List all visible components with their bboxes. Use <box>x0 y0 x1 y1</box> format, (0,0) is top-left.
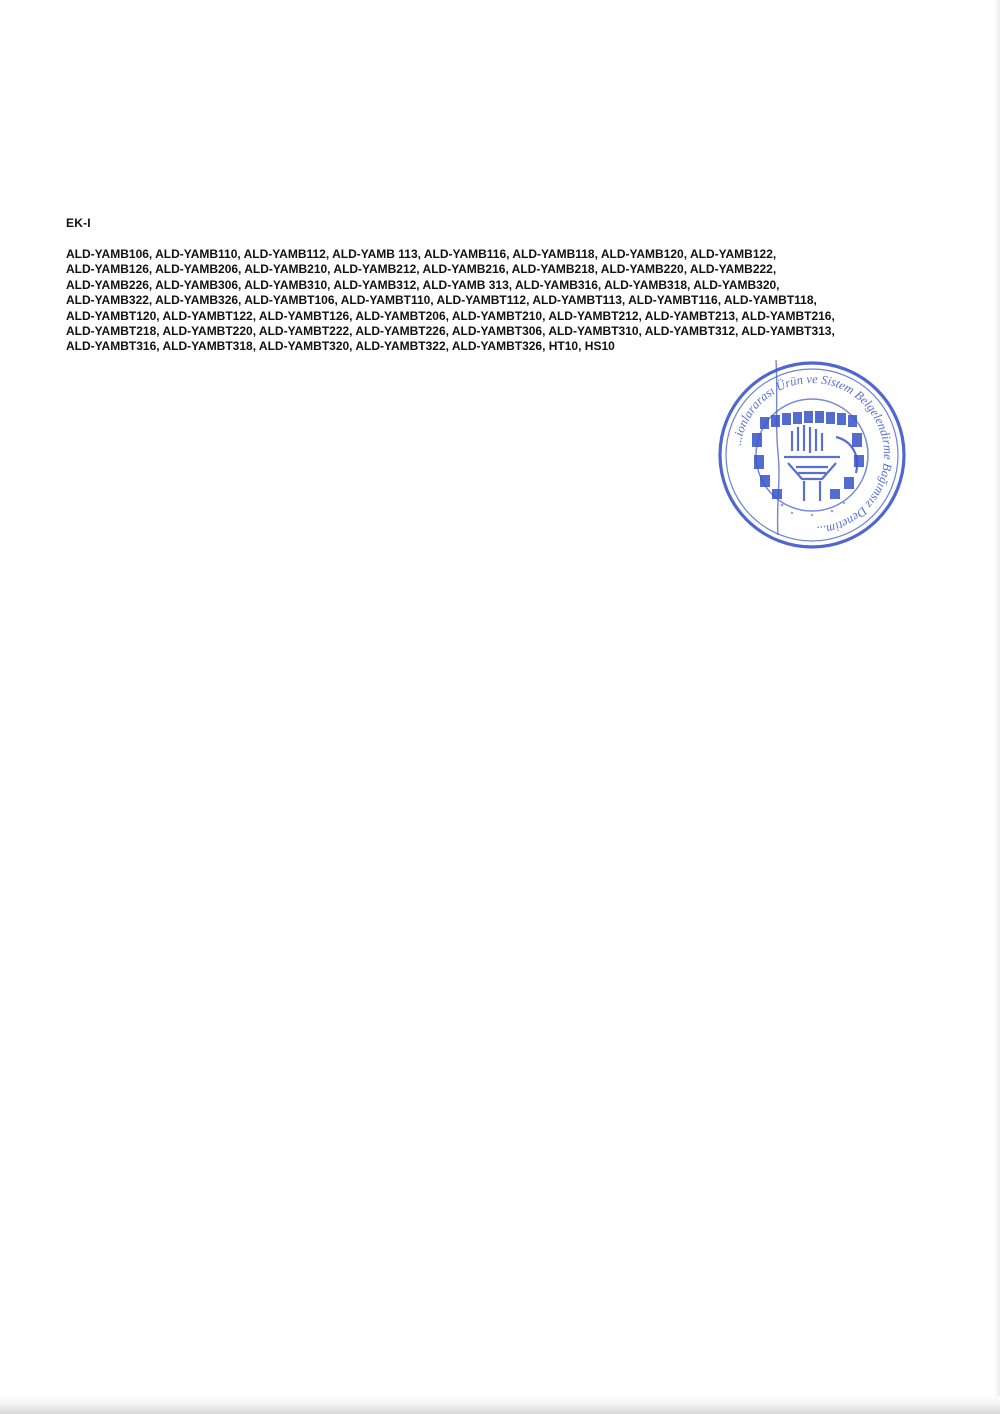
svg-text:...ionlararası Ürün ve Sistem <box>730 372 895 538</box>
product-list-line: ALD-YAMBT316, ALD-YAMBT318, ALD-YAMBT320, ALD-YAMBT322, ALD-YAMBT326, HT10, HS10 <box>66 339 615 354</box>
product-list-line: ALD-YAMBT120, ALD-YAMBT122, ALD-YAMBT126, ALD-YAMBT206, ALD-YAMBT210, ALD-YAMBT212, ALD-YAMBT213, ALD-YAMBT216, <box>66 308 835 323</box>
product-list-line: ALD-YAMB322, ALD-YAMB326, ALD-YAMBT106, ALD-YAMBT110, ALD-YAMBT112, ALD-YAMBT113, ALD-YAMBT116, ALD-YAMBT118, <box>66 293 817 308</box>
page-bottom-edge-shadow <box>0 1396 1000 1414</box>
stamp-seal-graphic <box>712 355 912 555</box>
certification-stamp <box>712 355 912 555</box>
product-list-line: ALD-YAMB226, ALD-YAMB306, ALD-YAMB310, ALD-YAMB312, ALD-YAMB 313, ALD-YAMB316, ALD-YAMB318, ALD-YAMB320, <box>66 277 780 292</box>
annex-title: EK-I <box>66 216 91 230</box>
product-model-list <box>66 247 956 355</box>
page-right-edge-shadow <box>994 0 1000 1414</box>
product-list-line: ALD-YAMB106, ALD-YAMB110, ALD-YAMB112, ALD-YAMB 113, ALD-YAMB116, ALD-YAMB118, ALD-YAMB120, ALD-YAMB122, <box>66 247 777 261</box>
product-list-line: ALD-YAMBT218, ALD-YAMBT220, ALD-YAMBT222, ALD-YAMBT226, ALD-YAMBT306, ALD-YAMBT310, ALD-YAMBT312, ALD-YAMBT313, <box>66 324 835 339</box>
product-list-line: ALD-YAMB126, ALD-YAMB206, ALD-YAMB210, ALD-YAMB212, ALD-YAMB216, ALD-YAMB218, ALD-YAMB220, ALD-YAMB222, <box>66 262 777 277</box>
stamp-ring-text: ...ionlararası Ürün ve Sistem Belgelendirme Bağımsız Denetim... <box>729 371 896 538</box>
